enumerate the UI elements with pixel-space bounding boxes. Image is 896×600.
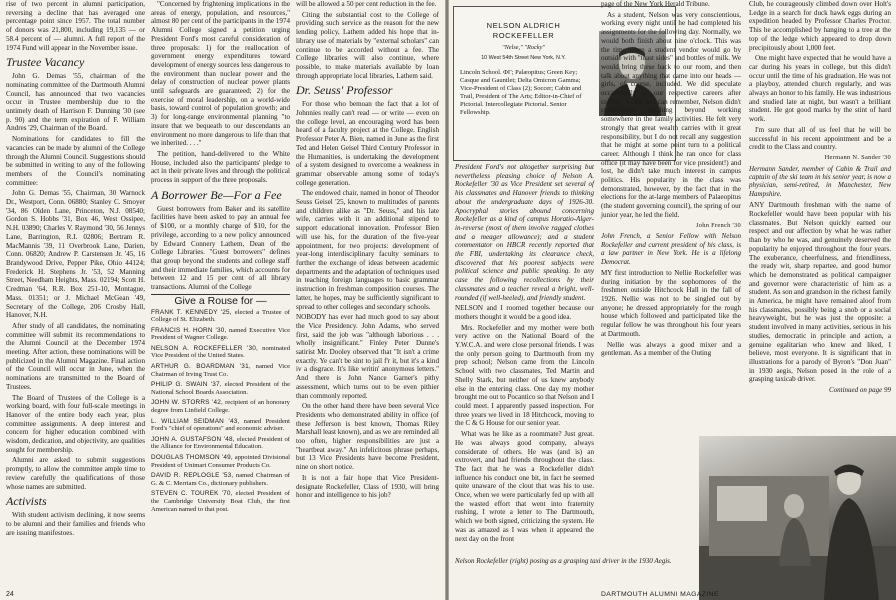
sander-paragraph: Nellie was always a good mixer and a gentleman. As a member of the Outing (601, 340, 741, 358)
left-page (0, 0, 445, 600)
rouse-item: PHILIP G. SWAIN '37, elected President of the National School Boards Association. (151, 381, 290, 396)
library-paragraph: Citing the substantial cost to the College of providing such service as the reason for the new lending policy, Lathem added his hope that in-library use of materials by "external scholars" can continue to be accorded without a fee. The College libraries will also continue, where possible, to make materials available by loan through appropriate local libraries, Lathem said. (296, 10, 439, 80)
rouse-item: JOHN W. STORRS '42, recipient of an honorary degree from Linfield College. (151, 399, 290, 415)
signature-sander: Hermann N. Sander '30 (824, 153, 891, 161)
left-column-3 (296, 0, 439, 502)
french-paragraph: What was he like as a roommate? Just great. He was always good company, always considerate of others. He was (and is) an extrovert, and had friends throughout the class. The fact that he was a Rockefeller didn't influence his conduct one bit, in fact he seemed quite unaware of the clout that was his to use. Once, when we were particularly fed up with all the wasted effort that went into fraternity rushing, I wrote a letter to The Dartmouth, which we both signed, criticizing the system. He was as amazed as I was when it appeared the next day on the front (455, 430, 594, 543)
trustee-paragraph: After study of all candidates, the nominating committee will submit its recommendations to the Alumni Council at the December 1974 meeting. After action, these nominations will be publicized in the Alumni Magazine. Final action of the Council will occur in June, when the nominations are transmitted to the Board of Trustees. (6, 321, 145, 391)
rouse-item: NELSON A. ROCKEFELLER '30, nominated Vice President of the United States. (151, 344, 290, 360)
left-column-2 (151, 0, 290, 516)
rouse-item: FRANCIS H. HORN '30, named Executive Vice President of Wagner College. (151, 326, 290, 342)
intro-paragraph: rise of two percent in alumni participation, reversing a decline that has averaged one percentage point since 1957. The total number of donors was 21,800, including 19,135 — or 58.4 percent of — alumni. A full report of the 1974 Fund will appear in the November issue. (6, 0, 145, 52)
trustee-paragraph: John G. Demas '55, Chairman, 30 Warnock Dr., Westport, Conn. 06880; Stanley C. Smoyer '34, 86 Olden Lane, Princeton, N.J. 08540; Gordon S. Hobbs '31, Box 46, West Ossipee, N.H. 03890; Charles V. Raymond '30, 56 Jennys Lane, Barrington, R.I. 02806; Bertram R. MacMannis '39, 11 Overbrook Lane, Darien, Conn. 06820; Andrew P. Carstensen Jr. '45, 16 Brandywood Drive, Pepper Pike, Ohio 44124; Frederick H. Stephens Jr. '53, 52 Manning Street, Needham Heights, Mass. 02194; Scott H. Credman '64, R.R. Box 251-10, Montague, Mass. 01351; or J. Michael McGean '49, Secretary of the College, 206 Crosby Hall, Hanover, N.H. (6, 189, 145, 320)
french-caption: John French, a Senior Fellow with Nelson Rockefeller and current president of his class, is a law partner in New York. He is a lifelong Democrat. (601, 232, 741, 266)
taxi-driver-photo (699, 436, 896, 600)
yearbook-name-line1: NELSON ALDRICH (486, 21, 561, 30)
vice-presidency-paragraph: On the other hand there have been several Vice Presidents who demonstrated ability in office (of these Jefferson is best known, Thomas Riley Marshall least known), and as we are reminded all too often, higher responsibilities are just a "heartbeat away." An infelicitous phrase perhaps, but 13 Vice Presidents have become President, nine on short notice. (296, 402, 439, 472)
sander-caption: Hermann Sander, member of Cabin & Trail and captain of the ski team in his senior year, is now a physician, semi-retired, in Manchester, New Hampshire. (749, 164, 891, 198)
trustee-paragraph: John G. Demas '55, chairman of the nominating committee of the Dartmouth Alumni Council, has announced that two vacancies occur in Trustee membership due to the untimely death of Harrison F. Dunning '30 (see p. 90) and the term expiration of F. William Andres '29, Chairman of the Board. (6, 72, 145, 133)
sander-paragraph: One might have expected that he would have a car during his years in college, but this didn't occur until the time of his graduation. He was not a playboy, attended church regularly, and was always an honor to his family. He was industrious and studied late at night, but wasn't a brilliant student. He got good marks by the stint of hard work. (749, 54, 891, 124)
rouse-item: DOUGLAS THOMSON '49, appointed Divisional President of Unimart Consumer Products Co. (151, 454, 291, 469)
french-paragraph: page of the New York Herald Tribune. (601, 0, 710, 8)
rouse-item: FRANK T. KENNEDY '25, elected a Trustee of College of St. Elizabeth. (151, 308, 290, 324)
right-column-3 (749, 0, 891, 397)
vice-presidency-paragraph: NOBODY has ever had much good to say about the Vice Presidency. John Adams, who served first, said the job was "although laborious . . . wholly insignificant." Finley Peter Dunne's satirist Mr. Dooley observed that "It isn't a crime exactly. Ye can't be sint to jail f'r it, but it's a kind iv a disgrace. It's like writin' anonymous letters." And there is John Nance Garner's pithy assessment, which turns out to be even pithier than commonly reported. (296, 313, 439, 400)
rouse-item: ARTHUR G. BOARDMAN '31, named Vice Chairman of Irving Trust Co. (151, 363, 290, 378)
library-paragraph: will be allowed a 50 per cent reduction in the fee. (296, 0, 437, 8)
activists-paragraph: With student activism declining, it now seems to be alumni and their families and friends who are issuing manifestoes. (6, 511, 145, 537)
right-page (449, 0, 896, 600)
borrower-paragraph: Guest borrowers from Baker and its satellite facilities have been asked to pay an annual fee of $100, or a monthly charge of $10, for the privilege, according to a new policy announced by Edward Connery Lathem, Dean of the College Libraries. "Guest borrowers" defines that group beyond the students and college staff and their immediate families, which accounts for between 12 and 15 per cent of all library transactions. Alumni of the College (151, 204, 290, 292)
continued-note: Continued on page 99 (828, 386, 891, 395)
seuss-paragraph: The endowed chair, named in honor of Theodor Seuss Geisel '25, known to multitudes of parents and children alike as "Dr. Seuss," and his late wife, carries with it an additional stipend to support educational innovation. Professor Bien will use his, for the duration of the five-year appointment, for two projects: development of year-long interdisciplinary faculty seminars to further the exchange of ideas between academic departments and the adaptation of techniques used in teaching foreign languages to basic grammar instruction in freshman composition courses. The latter, he hopes, may be sufficiently significant to spread to other colleges and secondary schools. (296, 189, 440, 311)
taxi-scene-illustration (699, 436, 896, 600)
italic-intro: President Ford's not altogether surprising but nevertheless pleasing choice of Nelson A. Rockefeller '30 as Vice President set several of his classmates and Hanover friends to thinking about the undergraduate days of 1926-30. Apocryphal stories abound concerning Rockefeller as a kind of campus Horatio-Alger-in-reverse (most of them involve ragged clothes and a meager allowance); and a student commentator on HBCR recently reported that the FBI, undertaking its clearance check, discovered that his poorest subjects were political science and public speaking. In any case the following recollections by their classmates and a teacher reveal a bright, well-rounded (if well-heeled), and friendly student. (455, 163, 594, 302)
photo-caption-block (455, 555, 695, 568)
give-a-rouse-box (151, 294, 290, 513)
french-paragraph: As a student, Nelson was very conscientious, working every night until he had completed his assignments for the following day. Normally, we would both finish about nine o'clock. This was the time when a student vendor would go by outside with "toast sides" and bottles of milk. We would bring these back to our room, and then talk about anything that came into our heads — girls, of course, included. We did speculate occasionally on our respective careers after college; so far as I can remember, Nelson didn't contemplate anything beyond working somewhere in the family activities. He felt very strongly that great wealth carries with it great responsibility, but I do not recall any suggestion that he might at some point turn to a political career. Although I think he ran once for class office (it may have been for vice president!) and lost, he didn't take much interest in campus politics. His popularity in the class was demonstrated, however, by the fact that in the elections for the at-large members of Palaeopitus (the student governing council), the spring of our junior year, he led the field. (601, 10, 741, 219)
give-a-rouse-heading: Give a Rouse for — (174, 294, 267, 307)
vice-presidency-paragraph: It is not a fair hope that Vice President-designate Rockefeller, Class of 1930, will bring honor and intelligence to his job? (296, 473, 439, 500)
french-paragraph: Mrs. Rockefeller and my mother were both very active on the National Board of the Y.W.C.A. and were close personal friends. I was the only person going to Dartmouth from my prep school; Nelson came from the Lincoln School with two classmates, Ted Martin and Shelly Stark, but neither of us knew anybody else in the entering class. One day my mother brought me out to Pocantico so that Nelson and I could meet. I apparently passed inspection. For three years we lived in 18 Hitchcock, moving to the C & G House for our senior year. (455, 323, 594, 428)
petition-paragraph: "Concerned by frightening implications in the areas of energy, population, and resources," almost 80 per cent of the participants in the 1974 Alumni College signed a petition urging President Ford's most careful consideration of three proposals: 1) for the reallocation of government energy expenditures toward development of energy sources less dangerous to the environment than nuclear power and the delay of construction of nuclear power plants until safeguards are guaranteed; 2) for the exercise of moral leadership, on a world-wide basis, toward control of population growth; and 3) for long-range environmental planning "to insure that we bequeath to our descendants an environment no more dangerous to life than that we inherited. . . ." (151, 0, 290, 148)
right-column-1 (455, 163, 594, 545)
trustee-paragraph: The Board of Trustees of the College is a working board, with four full-scale meetings in Hanover of the entire body each year, plus committee assignments. A deep interest and concern for higher education combined with wisdom, dedication, and objectivity, are qualities sought for membership. (6, 393, 146, 454)
borrower-heading: A Borrower Be—For a Fee (151, 187, 282, 202)
petition-paragraph: The petition, hand-delivered to the White House, included also the participants' pledge to act in their private lives and through the political process in support of the three proposals. (151, 149, 290, 185)
yearbook-nicknames: "Nelse," "Rocky" (501, 44, 546, 51)
activists-heading: Activists (6, 494, 47, 509)
rouse-item: JOHN A. GUSTAFSON '48, elected President of the Alliance for Environmental Education. (151, 435, 290, 451)
sander-paragraph: Club, he courageously climbed down over Holt's Ledge in a search for duck hawk eggs during an expedition headed by Professor Charles Proctor. This he accomplished by hanging to a tree at the top of the ledge which appeared to drop down precipitously about 1,000 feet. (749, 0, 891, 52)
page-number: 24 (6, 591, 14, 598)
french-paragraph: NELSON and I roomed together because our mothers thought it would be a good idea. (455, 304, 594, 321)
sander-paragraph: I'm sure that all of us feel that he will be successful in his recent appointment and be a credit to the Class and country. (749, 125, 891, 152)
yearbook-address: 10 West 54th Street New York, N.Y. (481, 55, 566, 61)
trustee-vacancy-heading: Trustee Vacancy (6, 55, 85, 70)
right-column-2 (601, 0, 741, 360)
magazine-title-footer: DARTMOUTH ALUMNI MAGAZINE (601, 591, 719, 598)
left-column-1 (6, 0, 145, 539)
rouse-item: DAVID R. REPLOGLE '53, named Chairman of G. & C. Merriam Co., dictionary publishers. (151, 472, 291, 487)
dr-seuss-heading: Dr. Seuss' Professor (296, 83, 393, 98)
seuss-paragraph: For those who bemoan the fact that a lot of Johnnies really can't read — or write — even on the college level, an encouraging word has been heard of a faculty project at the College. English Professor Peter A. Bien, named in June as the first Ted and Helen Geisel Third Century Professor in the Humanities, is undertaking the development of a system designed to overcome a weakness in grammar observable among some of today's college generation. (296, 100, 439, 187)
yearbook-bio: Lincoln School. ΦΓ; Palæopitus; Green Key; Casque and Gauntlet; Delta Omicron Gamma; Vice-President of Class (2); Soccer; Cabin and Trail, President of The Arts; Editor-in-Chief of Pictorial. Intercollegiate Pictorial. Senior Fellowship. (460, 69, 582, 116)
trustee-paragraph: Nominations for candidates to fill the vacancies can be made by alumni of the College through the Alumni Council. Suggestions should be submitted in writing to any of the following members of the Council's nominating committee: (6, 135, 145, 187)
rouse-item: L. WILLIAM SEIDMAN '43, named President Ford's "chief of operations" and economic adviser. (151, 417, 290, 433)
sander-paragraph: MY first introduction to Nellie Rockefeller was during initiation by the sophomores of the freshmen outside Hitchcock Hall in the fall of 1926. Nellie was not to be singled out by anyone; he dressed appropriately for the rough house which followed and participated like the regular fellow he was throughout his four years at Dartmouth. (601, 268, 741, 338)
yearbook-name-line2: ROCKEFELLER (492, 31, 555, 40)
taxi-photo-caption: Nelson Rockefeller (right) posing as a grasping taxi driver in the 1930 Aegis. (455, 557, 672, 565)
signature-french: John French '30 (695, 221, 741, 229)
trustee-paragraph: Alumni are asked to submit suggestions promptly, to allow the committee ample time to review carefully the qualifications of those whose names are submitted. (6, 456, 145, 491)
rouse-item: STEVEN C. TOUREK '70, elected President of the Cambridge University Boat Club, the first American named to that post. (151, 490, 290, 513)
classmate-paragraph: ANY Dartmouth freshman with the name of Rockefeller would have been popular with his classmates. But Nelson quickly earned our respect and our affection by what he was rather than by who he was, and genuinely deserved the popularity he enjoyed throughout the four years. The exuberance, cheerfulness, and friendliness, the ready wit, sharp repartee, and good humor which he demonstrated as political campaigner and governor were characteristic of him as a student. As son and grandson in the richest family in America, he might have remained aloof from his classmates, possibly being a snob or a social heavyweight, but he was just the opposite: a student involved in many activities, serious in his studies, democratic in principle and action, a genuine egalitarian who knew and liked, I believe, most everyone. It is significant that in illustrations for a parody of Byron's "Don Juan" in 1930 aegis, Nelson posed in the role of a grasping taxicab driver. (749, 201, 891, 384)
